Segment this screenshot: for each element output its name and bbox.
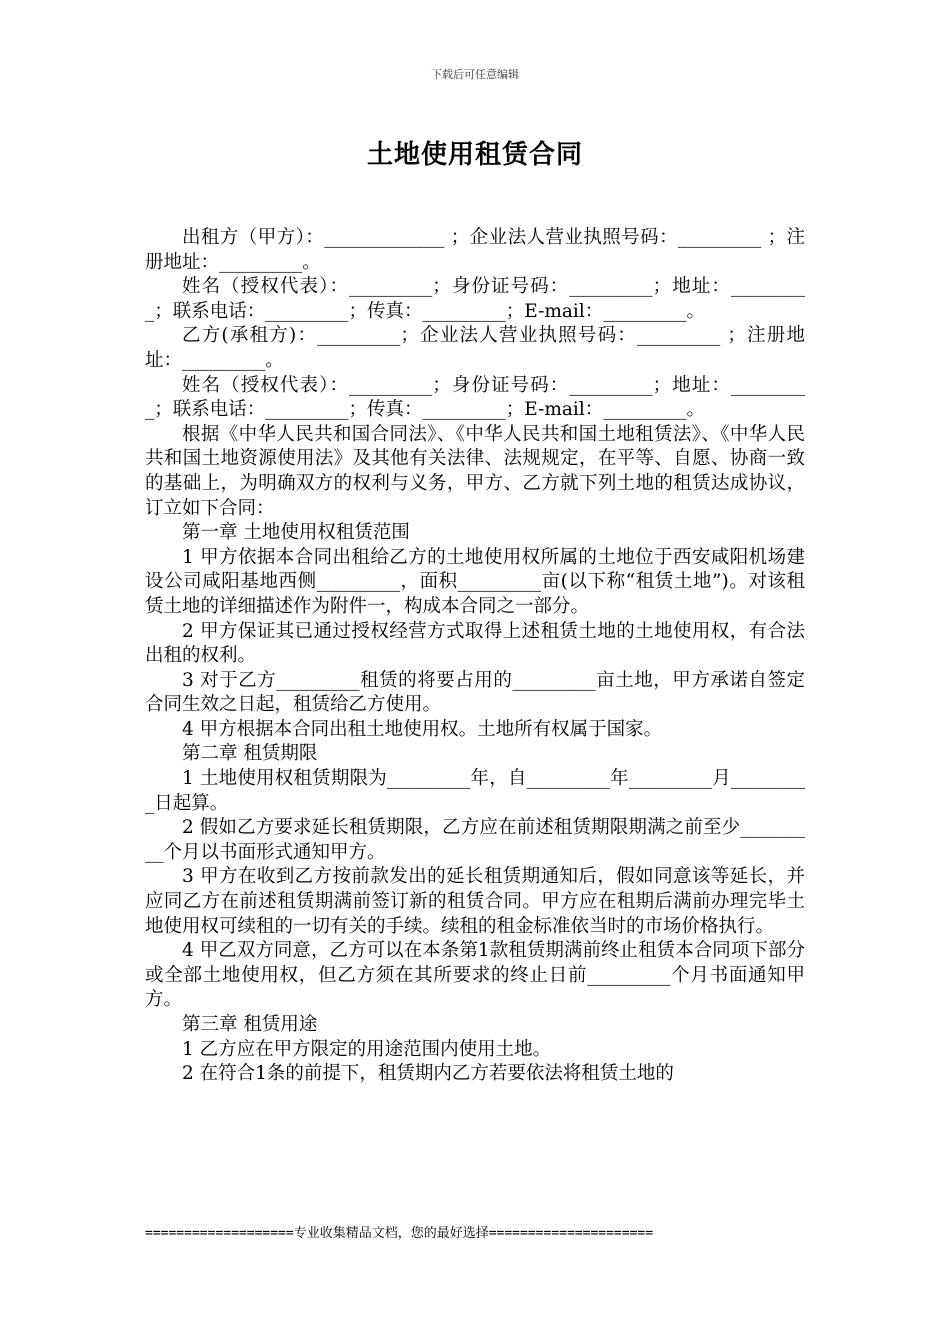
lessee-info-paragraph: 乙方(承租方)：_________；企业法人营业执照号码：_________ ；注册地址：_________。 (145, 325, 805, 371)
chapter-heading: 第二章 租赁期限 (182, 743, 318, 765)
clause-paragraph: 3 对于乙方_________租赁的将要占用的_________亩土地，甲方承诺自签定合同生效之日起，租赁给乙方使用。 (145, 669, 805, 716)
clause-paragraph: 4 甲乙双方同意，乙方可以在本条第1款租赁期满前终止租赁本合同项下部分或全部土地使用权，但乙方须在其所要求的终止日前_________个月书面通知甲方。 (145, 940, 805, 1011)
preamble-paragraph: 根据《中华人民共和国合同法》、《中华人民共和国土地租赁法》、《中华人民共和国土地资源使用法》及其他有关法律、法规规定，在平等、自愿、协商一致的基础上，为明确双方的权利与义务，甲方、乙方就下列土地的租赁达成协议，订立如下合同： (145, 423, 805, 519)
clause-paragraph: 2 在符合1条的前提下，租赁期内乙方若要依法将租赁土地的 (182, 1063, 674, 1085)
clause-paragraph: 4 甲方根据本合同出租土地使用权。土地所有权属于国家。 (182, 718, 663, 740)
clause-paragraph: 1 甲方依据本合同出租给乙方的土地使用权所属的土地位于西安咸阳机场建设公司咸阳基地西侧_________，面积_________亩(以下称“租赁土地”)。对该租赁土地的详细描述作为附件一，构成本合同之一部分。 (145, 546, 805, 617)
header-note: 下载后可任意编辑 (431, 68, 519, 81)
document-title: 土地使用租赁合同 (366, 140, 583, 170)
clause-paragraph: 1 土地使用权租赁期限为_________年，自_________年_________月_________日起算。 (145, 768, 805, 814)
clause-paragraph: 2 甲方保证其已通过授权经营方式取得上述租赁土地的土地使用权，有合法出租的权利。 (145, 620, 805, 667)
clause-paragraph: 2 假如乙方要求延长租赁期限，乙方应在前述租赁期限期满之前至少_________个月以书面形式通知甲方。 (145, 817, 805, 863)
chapter-heading: 第一章 土地使用权租赁范围 (182, 522, 410, 544)
clause-paragraph: 3 甲方在收到乙方按前款发出的延长租赁期通知后，假如同意该等延长，并应同乙方在前述租赁期满前签订新的租赁合同。甲方应在租期后满前办理完毕土地使用权可续租的一切有关的手续。续租的租金标准依当时的市场价格执行。 (145, 866, 805, 937)
contract-body (145, 226, 805, 1087)
lessor-info-paragraph: 出租方（甲方）：_____________ ；企业法人营业执照号码：_________ ；注册地址：_________。 (145, 227, 805, 273)
clause-paragraph: 1 乙方应在甲方限定的用途范围内使用土地。 (182, 1038, 552, 1060)
lessee-representative-paragraph: 姓名（授权代表）：_________；身份证号码：_________；地址：_________；联系电话：_________；传真：_________；E-mail：_________。 (145, 374, 805, 421)
footer-banner: ===================专业收集精品文档，您的最好选择===================== (145, 1226, 654, 1241)
chapter-heading: 第三章 租赁用途 (182, 1014, 318, 1035)
lessor-representative-paragraph: 姓名（授权代表）：_________；身份证号码：_________；地址：_________；联系电话：_________；传真：_________；E-mail：_________。 (145, 276, 805, 322)
